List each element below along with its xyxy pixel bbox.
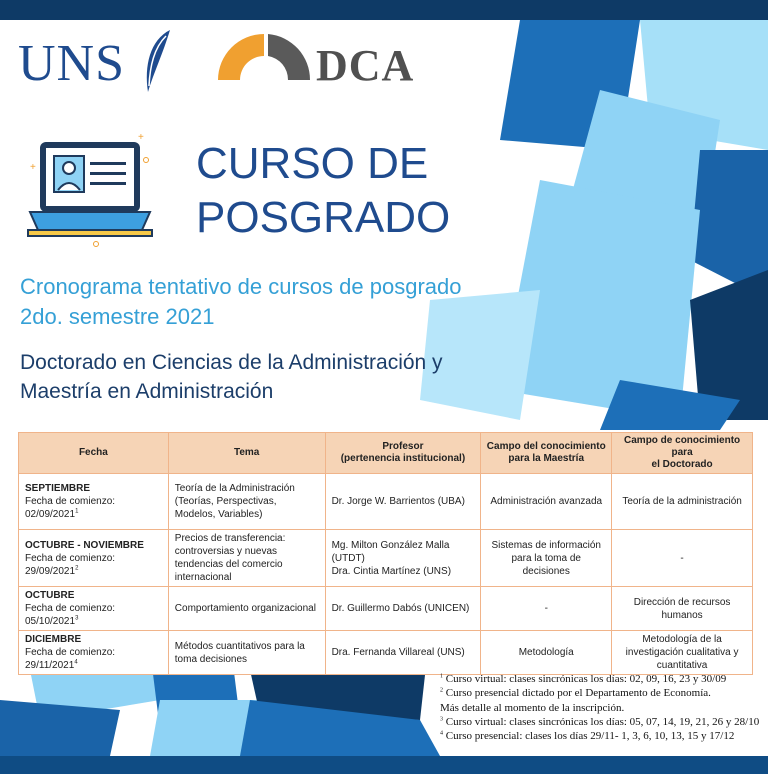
header-doctorado-l2: el Doctorado bbox=[651, 459, 713, 470]
header-profesor bbox=[325, 433, 481, 474]
cell-profesor: Dr. Jorge W. Barrientos (UBA) bbox=[325, 474, 481, 530]
cell-start: Fecha de comienzo: 05/10/2021 bbox=[25, 603, 116, 627]
footnotes bbox=[440, 672, 759, 743]
quill-feather-icon bbox=[140, 26, 176, 96]
program-line1: Doctorado en Ciencias de la Administración y bbox=[20, 351, 443, 374]
footnote-text: Curso virtual: clases sincrónicas los días: 02, 09, 16, 23 y 30/09 bbox=[445, 673, 727, 685]
table-header-row bbox=[19, 433, 753, 474]
table-row bbox=[19, 587, 753, 631]
table-row bbox=[19, 474, 753, 530]
cell-tema: Teoría de la Administración (Teorías, Perspectivas, Modelos, Variables) bbox=[168, 474, 325, 530]
cell-fecha bbox=[19, 587, 169, 631]
footnote-3 bbox=[440, 715, 759, 729]
cell-month: OCTUBRE bbox=[25, 590, 75, 601]
bottom-bar bbox=[0, 756, 768, 774]
header-profesor-l1: Profesor bbox=[382, 441, 424, 452]
cell-start: Fecha de comienzo: 29/09/2021 bbox=[25, 552, 116, 577]
header-maestria bbox=[481, 433, 612, 474]
cell-month: SEPTIEMBRE bbox=[25, 483, 91, 494]
table-row bbox=[19, 530, 753, 587]
footnote-1 bbox=[440, 672, 759, 686]
page-title-line1: CURSO DE bbox=[196, 139, 429, 188]
uns-logo-text: UNS bbox=[18, 35, 126, 92]
dca-logo-text: DCA bbox=[316, 41, 415, 90]
footnote-text: Curso virtual: clases sincrónicas los días: 05, 07, 14, 19, 21, 26 y 28/10 bbox=[445, 715, 760, 728]
cell-fecha bbox=[19, 474, 169, 530]
cell-profesor: Dra. Fernanda Villareal (UNS) bbox=[325, 631, 481, 675]
cell-maestria: Administración avanzada bbox=[481, 474, 612, 530]
cell-start: Fecha de comienzo: 02/09/2021 bbox=[25, 496, 116, 520]
footnote-marker: 3 bbox=[440, 716, 443, 723]
header-doctorado bbox=[612, 433, 753, 474]
footnote-text: Curso presencial dictado por el Departamento de Economía. bbox=[445, 687, 711, 700]
svg-text:+: + bbox=[138, 132, 144, 143]
footnote-2b bbox=[440, 701, 759, 715]
header-doctorado-l1: Campo de conocimiento para bbox=[624, 435, 741, 458]
cell-profesor bbox=[325, 530, 481, 587]
cell-footnote-ref: 4 bbox=[74, 659, 78, 666]
cell-profesor-1: Mg. Milton González Malla (UTDT) bbox=[331, 539, 450, 564]
footnote-marker: 4 bbox=[440, 730, 443, 737]
header-tema: Tema bbox=[168, 433, 325, 474]
table-row bbox=[19, 631, 753, 675]
footnote-4 bbox=[440, 729, 759, 743]
cell-doctorado: Dirección de recursos humanos bbox=[612, 587, 753, 631]
cell-footnote-ref: 3 bbox=[75, 615, 79, 622]
cell-month: OCTUBRE - NOVIEMBRE bbox=[25, 539, 144, 551]
cell-footnote-ref: 2 bbox=[75, 565, 79, 572]
cell-maestria: - bbox=[481, 587, 612, 631]
cell-fecha bbox=[19, 530, 169, 587]
cell-tema: Comportamiento organizacional bbox=[168, 587, 325, 631]
svg-text:+: + bbox=[30, 162, 36, 173]
cell-maestria: Sistemas de información para la toma de decisiones bbox=[481, 530, 612, 587]
cell-tema: Métodos cuantitativos para la toma decisiones bbox=[168, 631, 325, 675]
program-line2: Maestría en Administración bbox=[20, 380, 274, 403]
header-maestria-l1: Campo del conocimiento bbox=[486, 441, 606, 452]
header-profesor-l2: (pertenencia institucional) bbox=[340, 453, 466, 464]
cell-doctorado: - bbox=[612, 530, 753, 587]
page-title-line2: POSGRADO bbox=[196, 193, 451, 242]
course-table bbox=[18, 432, 753, 675]
cell-tema: Precios de transferencia: controversias y nuevas tendencias del comercio internacional bbox=[168, 530, 325, 587]
cell-profesor-2: Dra. Cintia Martínez (UNS) bbox=[331, 565, 452, 577]
cell-start: Fecha de comienzo: 29/11/2021 bbox=[25, 647, 116, 671]
cell-month: DICIEMBRE bbox=[25, 634, 82, 645]
cell-profesor: Dr. Guillermo Dabós (UNICEN) bbox=[325, 587, 481, 631]
footnote-marker: 2 bbox=[440, 687, 443, 694]
footnote-text: Más detalle al momento de la inscripción. bbox=[440, 701, 625, 714]
cell-maestria: Metodología bbox=[481, 631, 612, 675]
footnote-text: Curso presencial: clases los días 29/11- 1, 3, 6, 10, 13, 15 y 17/12 bbox=[445, 730, 735, 743]
laptop-profile-icon bbox=[26, 130, 166, 250]
cell-doctorado: Metodología de la investigación cualitativa y cuantitativa bbox=[612, 631, 753, 675]
subtitle-line1: Cronograma tentativo de cursos de posgrado bbox=[20, 274, 462, 299]
cell-doctorado: Teoría de la administración bbox=[612, 474, 753, 530]
footnote-marker: 1 bbox=[440, 673, 443, 680]
header-maestria-l2: para la Maestría bbox=[508, 453, 585, 464]
footnote-2 bbox=[440, 686, 759, 700]
cell-footnote-ref: 1 bbox=[75, 508, 79, 515]
cell-fecha bbox=[19, 631, 169, 675]
subtitle-line2: 2do. semestre 2021 bbox=[20, 304, 215, 329]
half-circle-icon bbox=[216, 32, 312, 82]
header-fecha: Fecha bbox=[19, 433, 169, 474]
